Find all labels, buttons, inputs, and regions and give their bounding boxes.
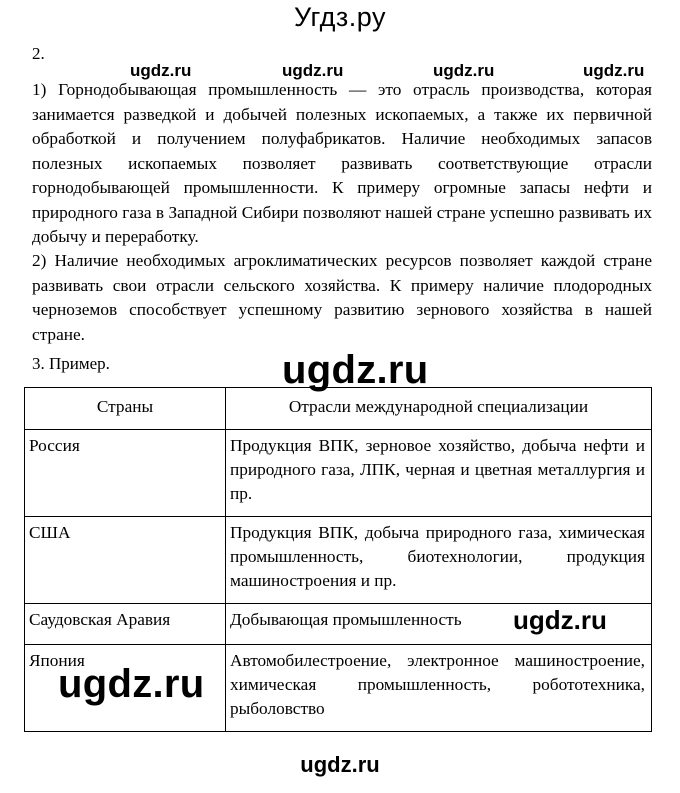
country-cell: Саудовская Аравия (25, 604, 226, 645)
table-row (25, 517, 652, 604)
table-row (25, 430, 652, 517)
watermark-small-2: ugdz.ru (282, 61, 344, 80)
watermark-medium-right: ugdz.ru (513, 605, 607, 635)
industries-cell: Продукция ВПК, добыча природного газа, химическая промышленность, биотехнологии, продукция машиностроения и пр. (226, 517, 652, 604)
country-cell: Россия (25, 430, 226, 517)
watermark-small-4: ugdz.ru (583, 61, 645, 80)
paragraph-2: 2) Наличие необходимых агроклиматических ресурсов позволяет каждой стране развивать свои отрасли сельского хозяйства. К примеру наличие плодородных черноземов способствует успешному развитию зернового хозяйства в нашей стране. (32, 251, 652, 344)
industries-cell: Продукция ВПК, зерновое хозяйство, добыча нефти и природного газа, ЛПК, черная и цветная металлургия и пр. (226, 430, 652, 517)
example-heading: 3. Пример. (32, 354, 110, 373)
watermark-small-1: ugdz.ru (130, 61, 192, 80)
watermark-large-bottom: ugdz.ru (58, 662, 205, 706)
watermark-large-top: ugdz.ru (282, 348, 429, 392)
country-cell: США (25, 517, 226, 604)
watermark-small-3: ugdz.ru (433, 61, 495, 80)
section-number: 2. (32, 44, 45, 63)
site-title: Угдз.ру (294, 2, 386, 32)
country-cell: Япония (25, 645, 226, 732)
header-countries: Страны (25, 388, 226, 430)
industries-cell: Автомобилестроение, электронное машиностроение, химическая промышленность, робототехника, рыболовство (226, 645, 652, 732)
industries-cell: Добывающая промышленность (226, 604, 652, 645)
header-industries: Отрасли международной специализации (226, 388, 652, 430)
table-header-row (25, 388, 652, 430)
footer-watermark: ugdz.ru (300, 752, 380, 777)
paragraph-1: 1) Горнодобывающая промышленность — это отрасль производства, которая занимается разведкой и добычей полезных ископаемых, а также их первичной обработкой и получением полуфабрикатов. Наличие необходимых запасов полезных ископаемых позволяет развивать соответствующие отрасли горнодобывающей промышленности. К примеру огромные запасы нефти и природного газа в Западной Сибири позволяют нашей стране успешно развивать их добычу и переработку. (32, 80, 652, 246)
